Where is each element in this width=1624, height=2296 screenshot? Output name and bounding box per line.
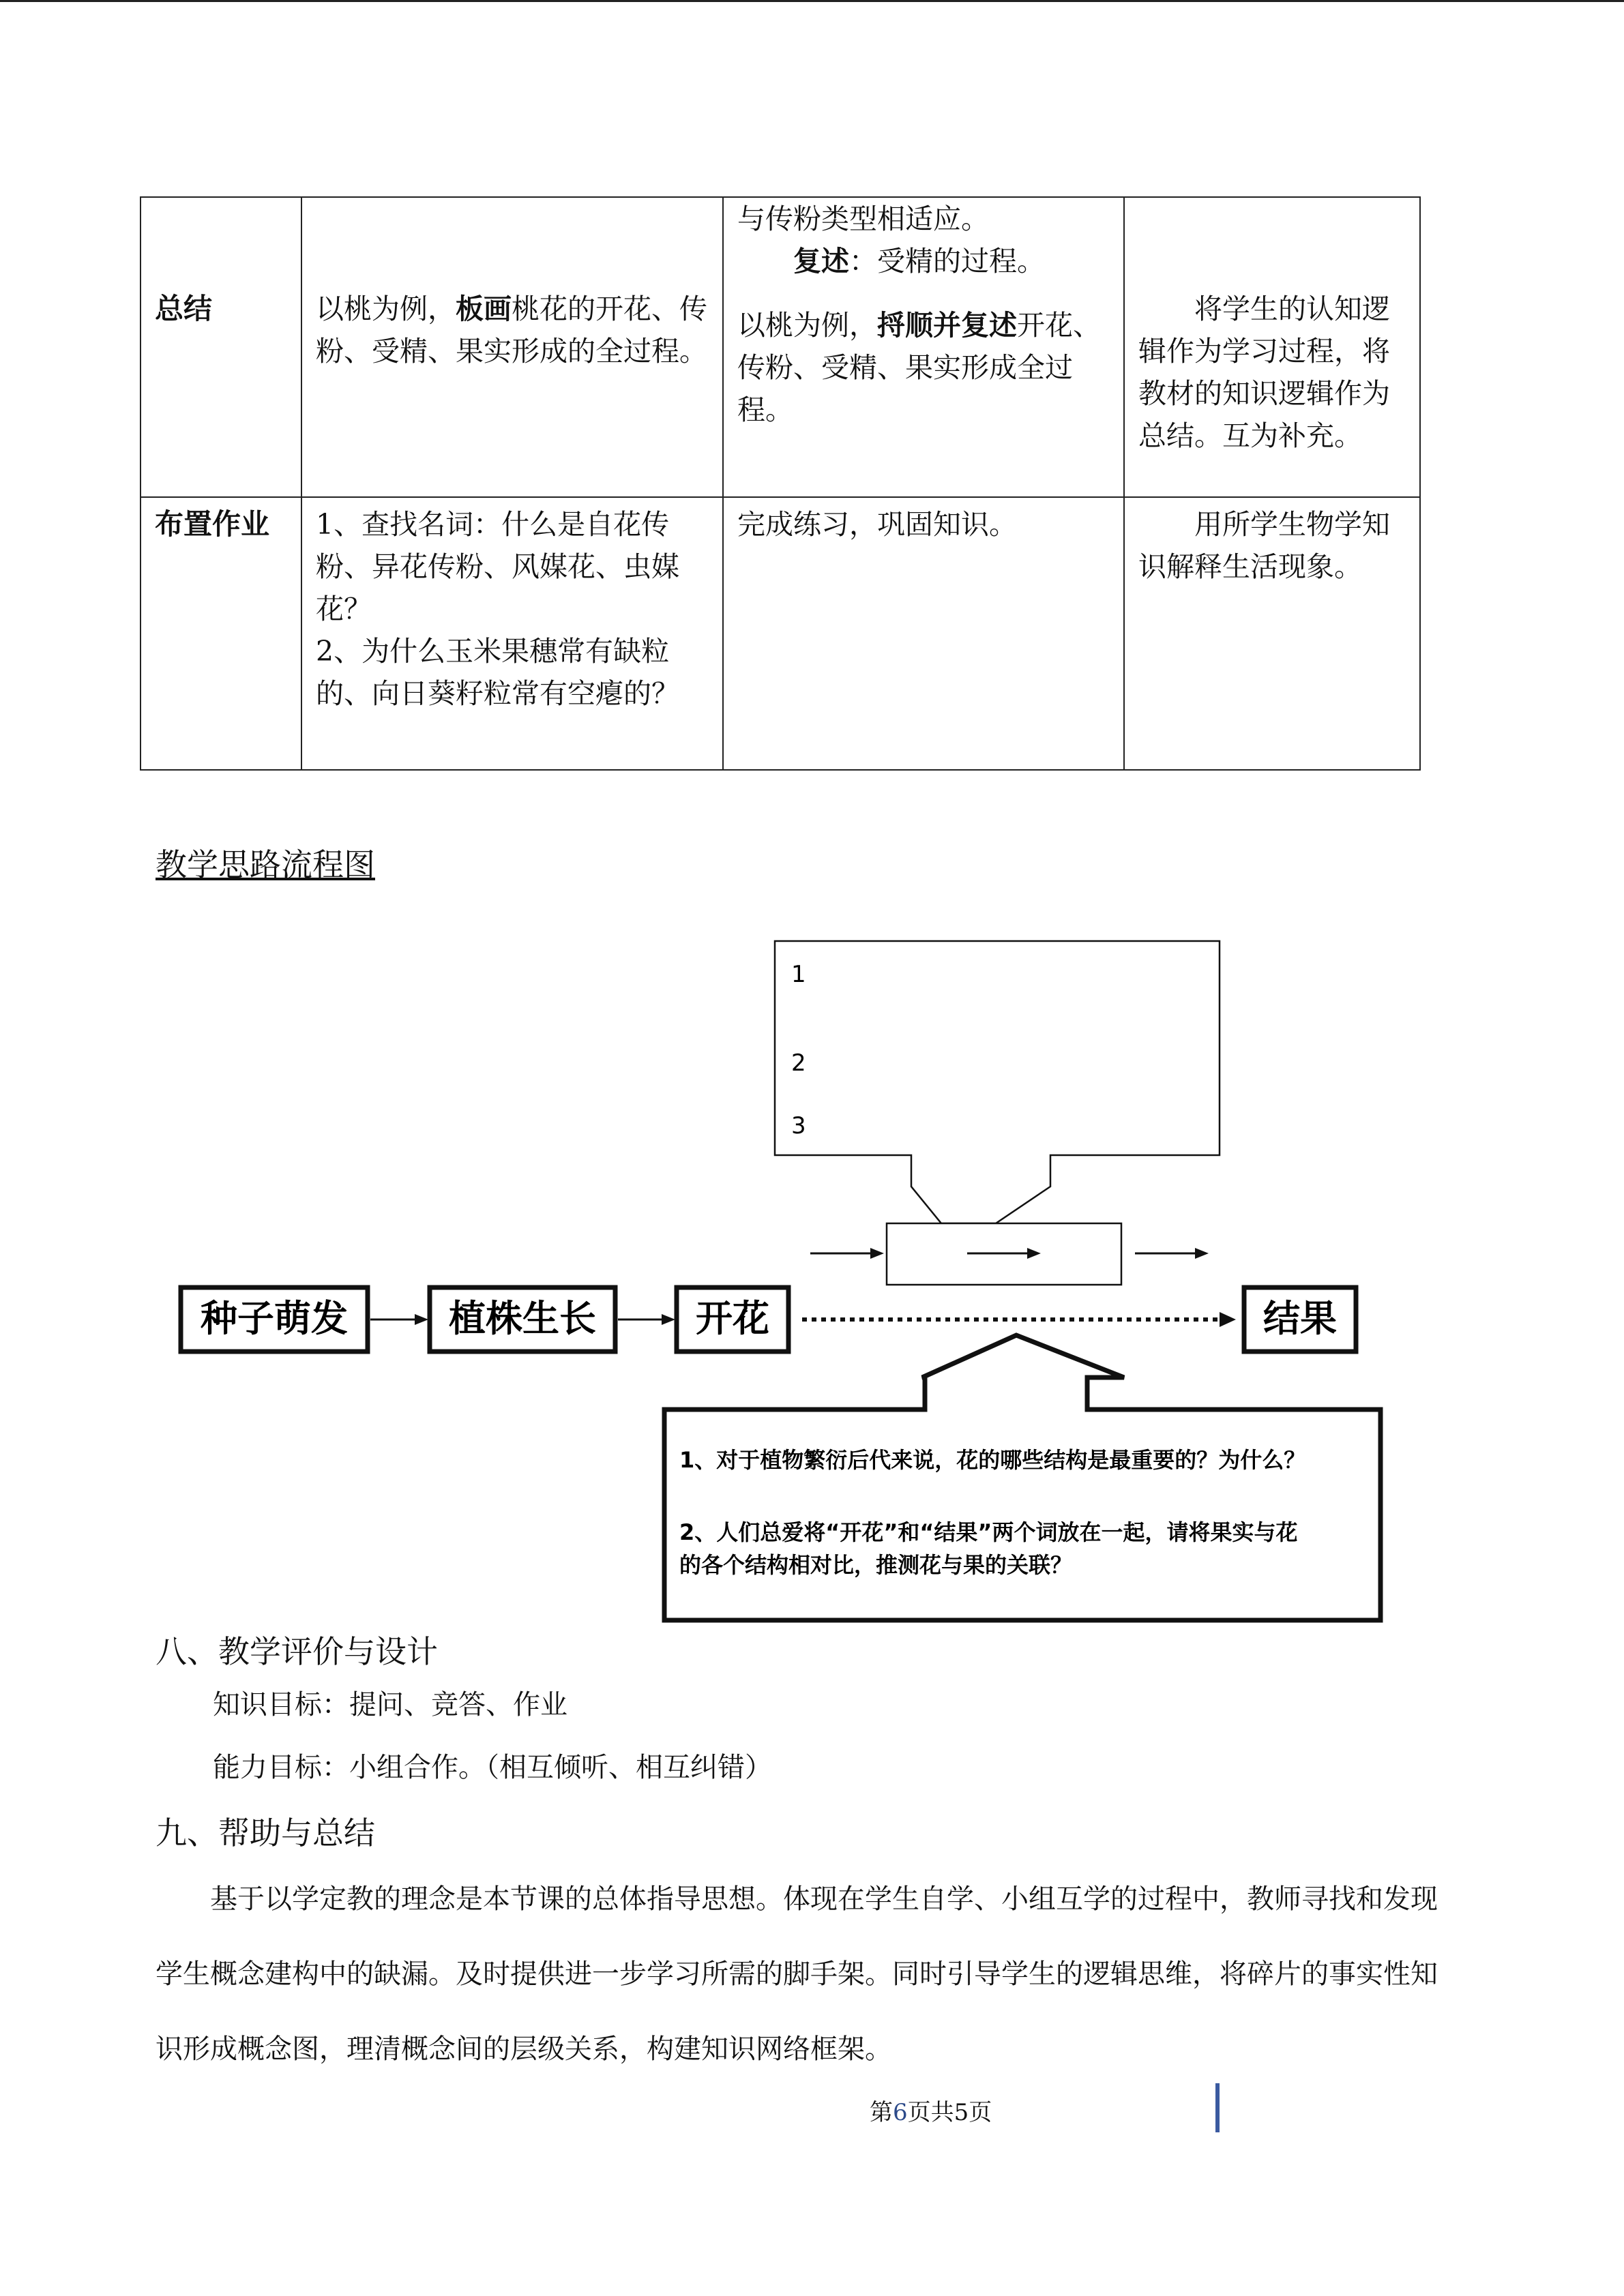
page-footer [870,2093,992,2127]
flowchart [0,927,1624,1643]
q2-word: 开花 [840,1519,884,1545]
section-9-paragraph: 基于以学定教的理念是本节课的总体指导思想。体现在学生自学、小组互学的过程中，教师寻找和发现学生概念建构中的缺漏。及时提供进一步学习所需的脚手架。同时引导学生的逻辑思维，将碎片的事实性知识形成概念图，理清概念间的层级关系，构建知识网络框架。 [156,1883,1438,2065]
homework-item: 1、查找名词：什么是自花传粉、异花传粉、风媒花、虫媒花？ [316,508,679,625]
row-label: 总结 [155,292,213,325]
student-text: ：受精的过程。 [849,245,1045,278]
intent-cell [1124,497,1420,770]
homework-item: 2、为什么玉米果穗常有缺粒的、向日葵籽粒常有空瘪的？ [316,635,679,710]
q2-quote: “ [919,1519,934,1545]
arrow-head [662,1314,675,1325]
section-8-title: 八、教学评价与设计 [156,1633,438,1670]
footer-text: 页共 [907,2099,954,2126]
table-row [141,497,1420,770]
flow-title: 教学思路流程图 [156,846,375,883]
footer-text: 页 [969,2099,992,2126]
question-2-line1 [679,1519,1297,1545]
q2-quote: ” [977,1519,992,1545]
teacher-text: 以桃为例， [316,293,456,325]
student-line: 与传粉类型相适应。 [737,203,989,235]
footer-page-number: 6 [893,2099,908,2126]
question-2-line2: 的各个结构相对比，推测花与果的关联？ [679,1552,1073,1578]
flow-node-label: 植株生长 [449,1297,596,1340]
q2-text: 2、人们总爱将 [679,1519,826,1545]
student-bold: 复述 [793,245,849,278]
callout-item-3: 3 [791,1112,806,1139]
callout-item-2: 2 [791,1049,806,1077]
student-bold: 捋顺并复述 [877,309,1017,342]
callout-item-1: 1 [791,961,806,988]
section-9-title: 九、帮助与总结 [156,1815,375,1851]
student-cell [723,497,1124,770]
teacher-bold: 板画 [456,293,512,325]
student-line [737,240,1110,282]
q2-quote: ” [883,1519,898,1545]
arrow-head [415,1314,428,1325]
flow-node-seed [181,1287,368,1352]
flow-node-growth [430,1287,615,1352]
student-text: 开花、传粉、受精、果实形成全过程。 [737,309,1101,426]
flow-node-label: 结果 [1263,1297,1337,1340]
footer-text: 第 [870,2099,893,2126]
row-label-cell [141,197,301,497]
top-border-line [0,0,1624,2]
section-8-line1: 知识目标：提问、竞答、作业 [213,1689,567,1720]
flow-node-flower [677,1287,788,1352]
arrow-head [1195,1248,1209,1259]
teacher-cell [301,197,723,497]
row-label: 布置作业 [155,507,270,541]
lesson-table [140,196,1421,771]
student-cell [723,197,1124,497]
footer-bar [1215,2083,1220,2132]
q2-text: 和 [898,1519,920,1545]
flow-node-label: 种子萌发 [201,1297,348,1340]
flow-node-fruit [1244,1287,1356,1352]
question-1: 1、对于植物繁衍后代来说，花的哪些结构是最重要的？为什么？ [679,1447,1306,1473]
student-line [737,304,1110,431]
q2-word: 结果 [934,1519,978,1545]
q2-text: 两个词放在一起，请将果实与花 [992,1519,1298,1545]
section-8-line2: 能力目标：小组合作。（相互倾听、相互纠错） [213,1752,772,1783]
callout-top [775,941,1220,1223]
teacher-text-rest: 桃花的开花、传粉、受精、果实形成的全过程。 [316,293,707,368]
row-label-cell [141,497,301,770]
q2-quote: “ [825,1519,840,1545]
student-text: 完成练习，巩固知识。 [737,508,1017,541]
student-text: 以桃为例， [737,309,877,342]
teacher-cell [301,497,723,770]
flow-node-label: 开花 [696,1297,769,1340]
footer-total-pages: 5 [954,2099,969,2126]
intent-text: 将学生的认知逻辑作为学习过程，将教材的知识逻辑作为总结。互为补充。 [1138,293,1390,452]
intent-cell [1124,197,1420,497]
table-row [141,197,1420,497]
arrow-head [1220,1312,1236,1327]
intent-text: 用所学生物学知识解释生活现象。 [1138,508,1390,583]
arrow-head [870,1248,884,1259]
